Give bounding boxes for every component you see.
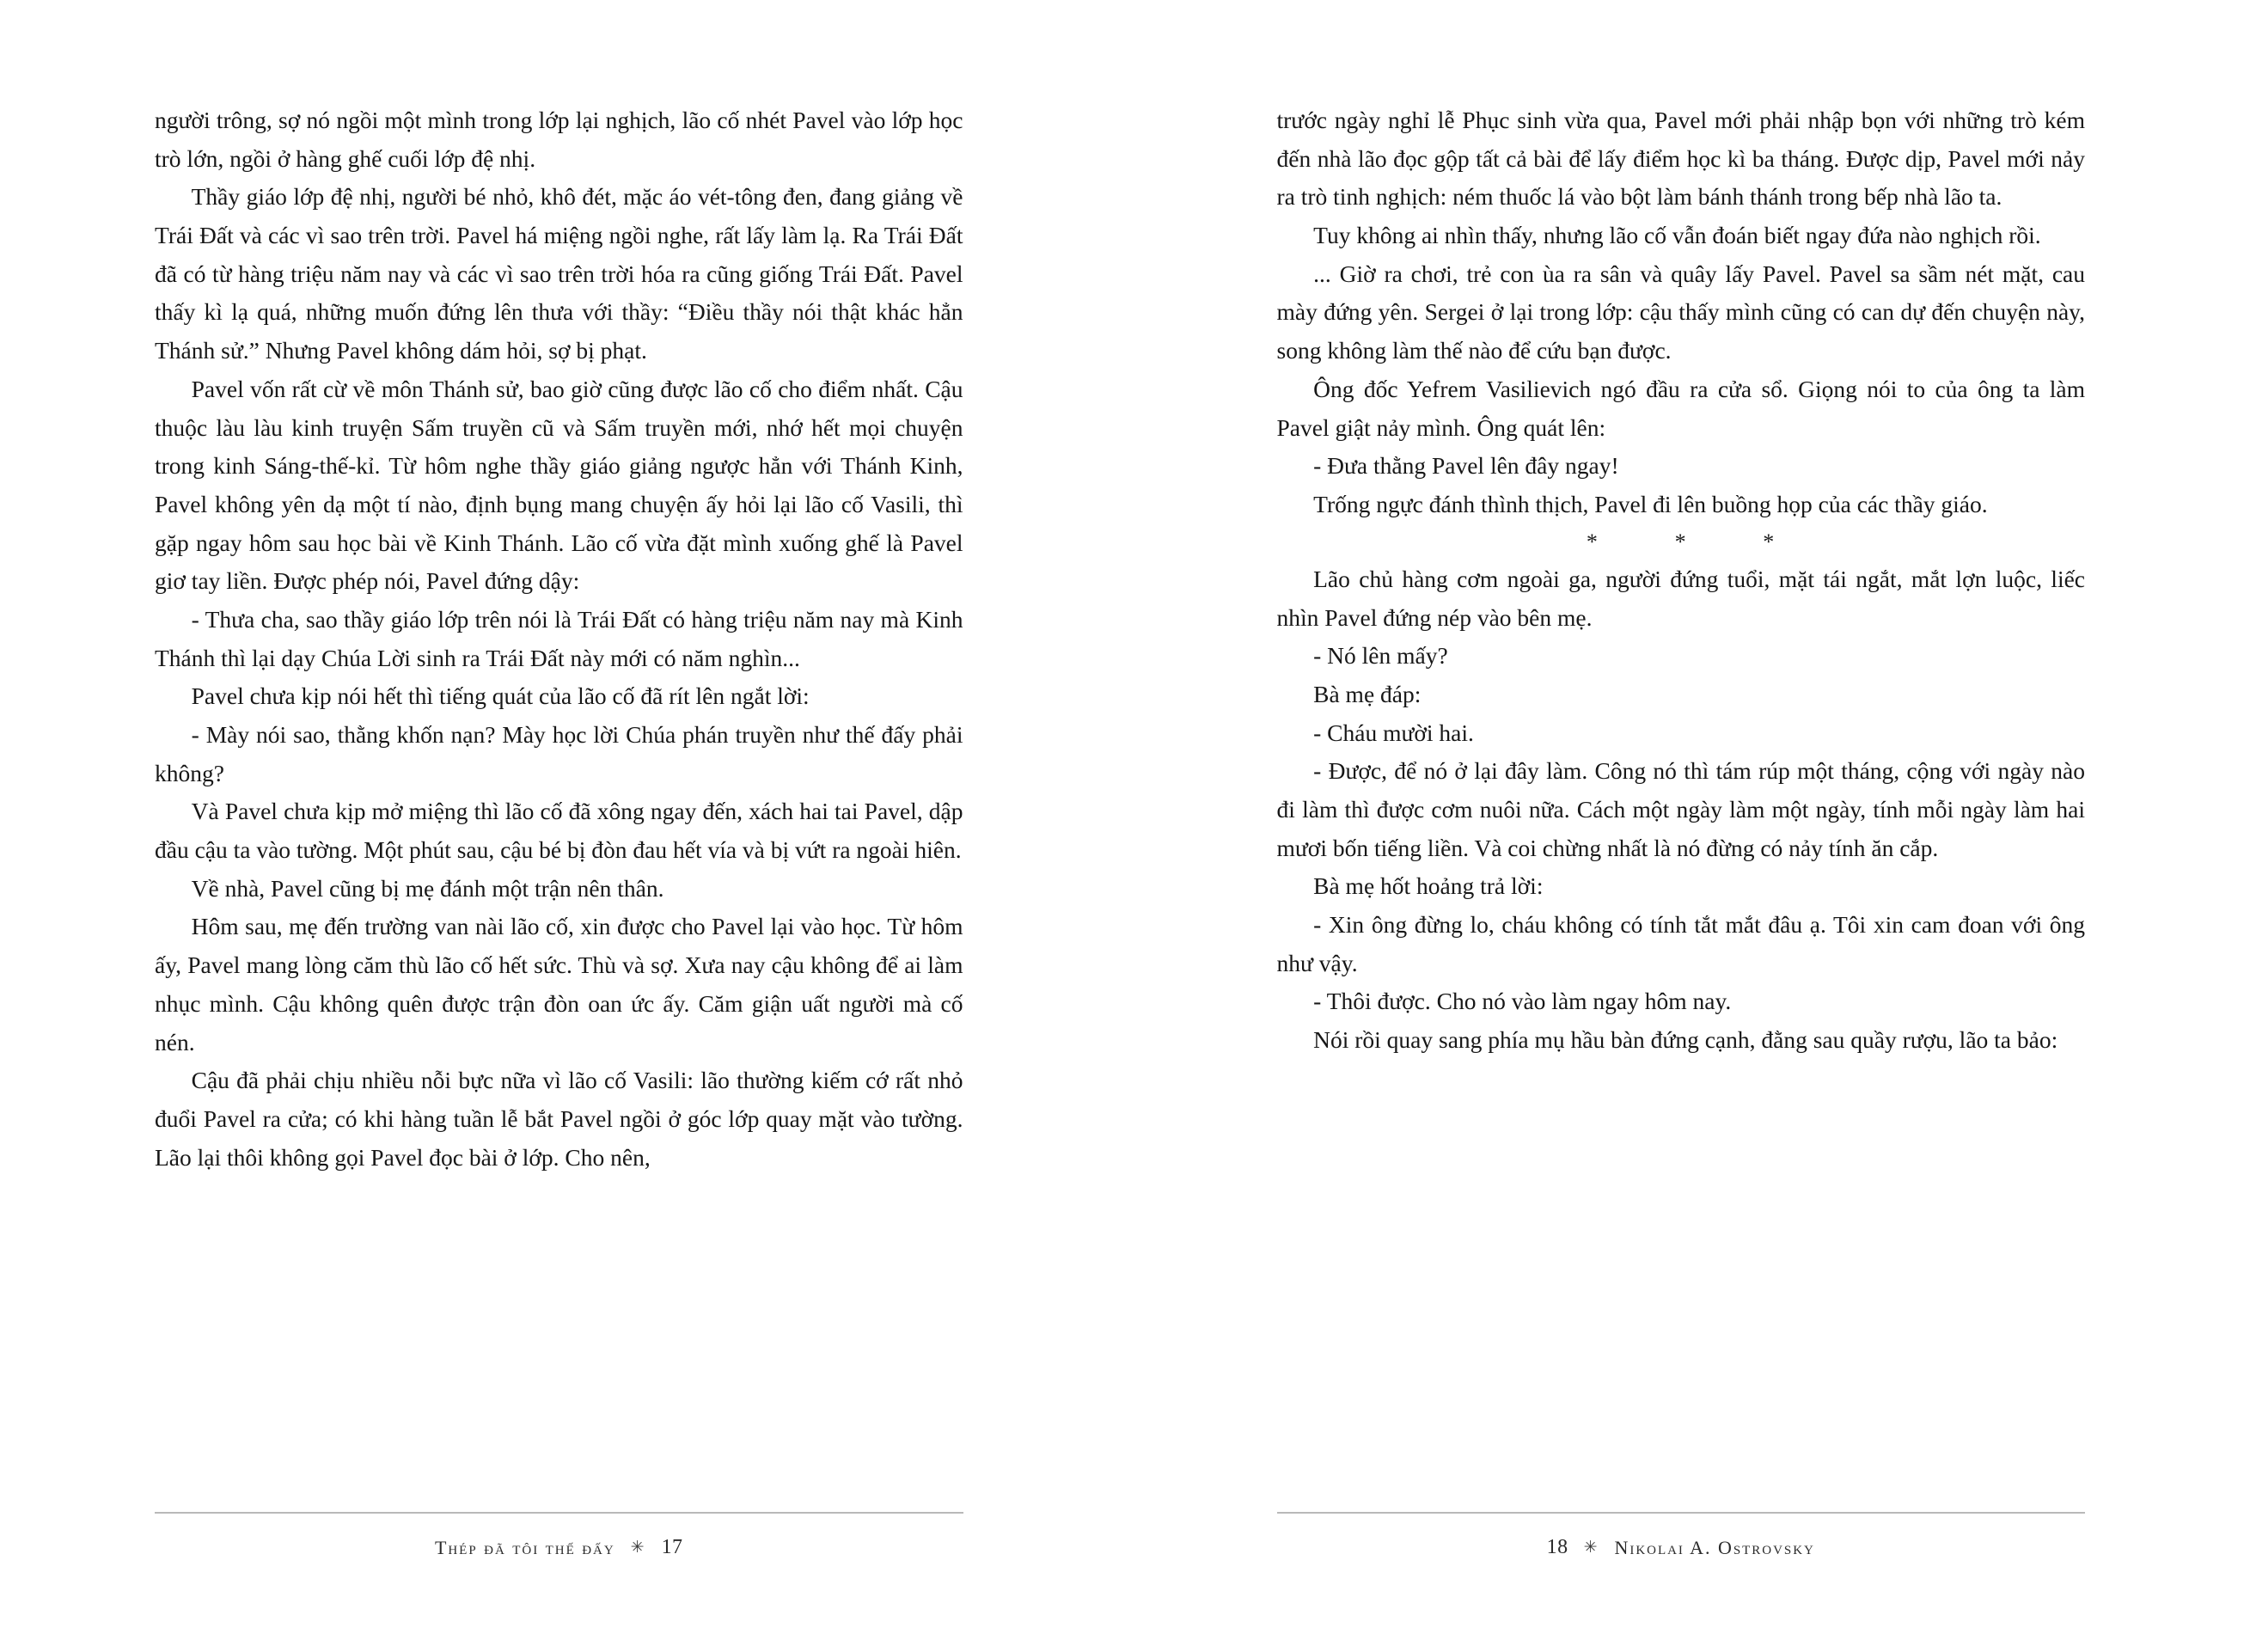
paragraph: Cậu đã phải chịu nhiều nỗi bực nữa vì lão cố Vasili: lão thường kiếm cớ rất nhỏ đuổi Pavel ra cửa; có khi hàng tuần lễ bắt Pavel ngồi ở góc lớp quay mặt vào tường. Lão lại thôi không gọi Pavel đọc bài ở lớp. Cho nên, — [155, 1067, 963, 1171]
paragraph: người trông, sợ nó ngồi một mình trong lớp lại nghịch, lão cố nhét Pavel vào lớp học trò lớn, ngồi ở hàng ghế cuối lớp đệ nhị. — [155, 107, 963, 172]
paragraph: - Cháu mười hai. — [1313, 719, 1474, 746]
paragraph: Trống ngực đánh thình thịch, Pavel đi lên buồng họp của các thầy giáo. — [1313, 490, 1988, 517]
left-page-footer — [155, 1512, 963, 1559]
paragraph: Tuy không ai nhìn thấy, nhưng lão cố vẫn đoán biết ngay đứa nào nghịch rồi. — [1313, 222, 2041, 249]
page-number: 18 — [1546, 1536, 1568, 1558]
footer-separator-icon: ✳ — [630, 1539, 646, 1557]
paragraph: - Được, để nó ở lại đây làm. Công nó thì tám rúp một tháng, cộng với ngày nào đi làm thì được cơm nuôi nữa. Cách một ngày làm một ngày, tính mỗi ngày làm hai mươi bốn tiếng liền. Và coi chừng nhất là nó đừng có nảy tính ăn cắp. — [1276, 757, 2085, 861]
page-number: 17 — [661, 1536, 683, 1558]
paragraph: - Thưa cha, sao thầy giáo lớp trên nói là Trái Đất có hàng triệu năm nay mà Kinh Thánh thì lại dạy Chúa Lời sinh ra Trái Đất này mới có năm nghìn... — [155, 605, 963, 671]
paragraph: ... Giờ ra chơi, trẻ con ùa ra sân và quây lấy Pavel. Pavel sa sầm nét mặt, cau mày đứng yên. Sergei ở lại trong lớp: cậu thấy mình cũng có can dự đến chuyện này, song không làm thế nào để cứu bạn được. — [1276, 260, 2085, 364]
footer-content — [155, 1536, 963, 1559]
paragraph: Bà mẹ hốt hoảng trả lời: — [1313, 872, 1544, 900]
paragraph: Nói rồi quay sang phía mụ hầu bàn đứng cạnh, đằng sau quầy rượu, lão ta bảo: — [1313, 1026, 2058, 1054]
paragraph: Ông đốc Yefrem Vasilievich ngó đầu ra cửa sổ. Giọng nói to của ông ta làm Pavel giật nảy mình. Ông quát lên: — [1276, 375, 2085, 441]
footer-separator-icon: ✳ — [1583, 1539, 1599, 1557]
paragraph: Về nhà, Pavel cũng bị mẹ đánh một trận nên thân. — [191, 874, 664, 902]
paragraph: Bà mẹ đáp: — [1313, 680, 1422, 707]
paragraph: Hôm sau, mẹ đến trường van nài lão cố, xin được cho Pavel lại vào học. Từ hôm ấy, Pavel mang lòng căm thù lão cố hết sức. Thù và sợ. Xưa nay cậu không để ai làm nhục mình. Cậu không quên được trận đòn oan ức ấy. Căm giận uất người mà cố nén. — [155, 913, 963, 1055]
footer-author-name: Nikolai A. Ostrovsky — [1614, 1536, 1815, 1558]
paragraph: trước ngày nghỉ lễ Phục sinh vừa qua, Pavel mới phải nhập bọn với những trò kém đến nhà lão đọc gộp tất cả bài để lấy điểm học kì ba tháng. Được dịp, Pavel mới nảy ra trò tinh nghịch: ném thuốc lá vào bột làm bánh thánh trong bếp nhà lão ta. — [1276, 107, 2085, 211]
paragraph: Pavel vốn rất cừ về môn Thánh sử, bao giờ cũng được lão cố cho điểm nhất. Cậu thuộc làu làu kinh truyện Sấm truyền cũ và Sấm truyền mới, nhớ hết mọi chuyện trong kinh Sáng-thế-kỉ. Từ hôm nghe thầy giáo giảng ngược hẳn với Thánh Kinh, Pavel không yên dạ một tí nào, định bụng mang chuyện ấy hỏi lại lão cố Vasili, thì gặp ngay hôm sau học bài về Kinh Thánh. Lão cố vừa đặt mình xuống ghế là Pavel giơ tay liền. Được phép nói, Pavel đứng dậy: — [155, 375, 963, 595]
paragraph: - Mày nói sao, thằng khốn nạn? Mày học lời Chúa phán truyền như thế đấy phải không? — [155, 721, 963, 786]
paragraph: Pavel chưa kịp nói hết thì tiếng quát của lão cố đã rít lên ngắt lời: — [191, 682, 810, 710]
paragraph: Và Pavel chưa kịp mở miệng thì lão cố đã xông ngay đến, xách hai tai Pavel, dập đầu cậu ta vào tường. Một phút sau, cậu bé bị đòn đau hết vía và bị vứt ra ngoài hiên. — [155, 798, 963, 864]
left-page-text-column — [155, 101, 963, 1177]
paragraph: - Đưa thằng Pavel lên đây ngay! — [1313, 452, 1619, 480]
paragraph: - Xin ông đừng lo, cháu không có tính tắt mắt đâu ạ. Tôi xin cam đoan với ông như vậy. — [1276, 911, 2085, 976]
right-page-footer — [1277, 1512, 2086, 1559]
footer-divider-rule — [155, 1512, 963, 1514]
paragraph: Thầy giáo lớp đệ nhị, người bé nhỏ, khô đét, mặc áo vét-tông đen, đang giảng về Trái Đất và các vì sao trên trời. Pavel há miệng ngồi nghe, rất lấy làm lạ. Ra Trái Đất đã có từ hàng triệu năm nay và các vì sao trên trời hóa ra cũng giống Trái Đất. Pavel thấy kì lạ quá, những muốn đứng lên thưa với thầy: “Điều thầy nói thật khác hẳn Thánh sử.” Nhưng Pavel không dám hỏi, sợ bị phạt. — [155, 183, 963, 364]
right-page-text-column — [1277, 101, 2086, 1060]
paragraph: - Nó lên mấy? — [1313, 642, 1448, 670]
paragraph: Lão chủ hàng cơm ngoài ga, người đứng tuổi, mặt tái ngắt, mắt lợn luộc, liếc nhìn Pavel đứng nép vào bên mẹ. — [1276, 565, 2085, 631]
footer-divider-rule — [1277, 1512, 2086, 1514]
footer-content — [1277, 1536, 2086, 1559]
paragraph: - Thôi được. Cho nó vào làm ngay hôm nay. — [1313, 988, 1732, 1015]
right-page — [1122, 0, 2244, 1652]
section-divider: * * * — [1586, 529, 1810, 554]
footer-book-title: Thép đã tôi thế đấy — [434, 1536, 615, 1558]
